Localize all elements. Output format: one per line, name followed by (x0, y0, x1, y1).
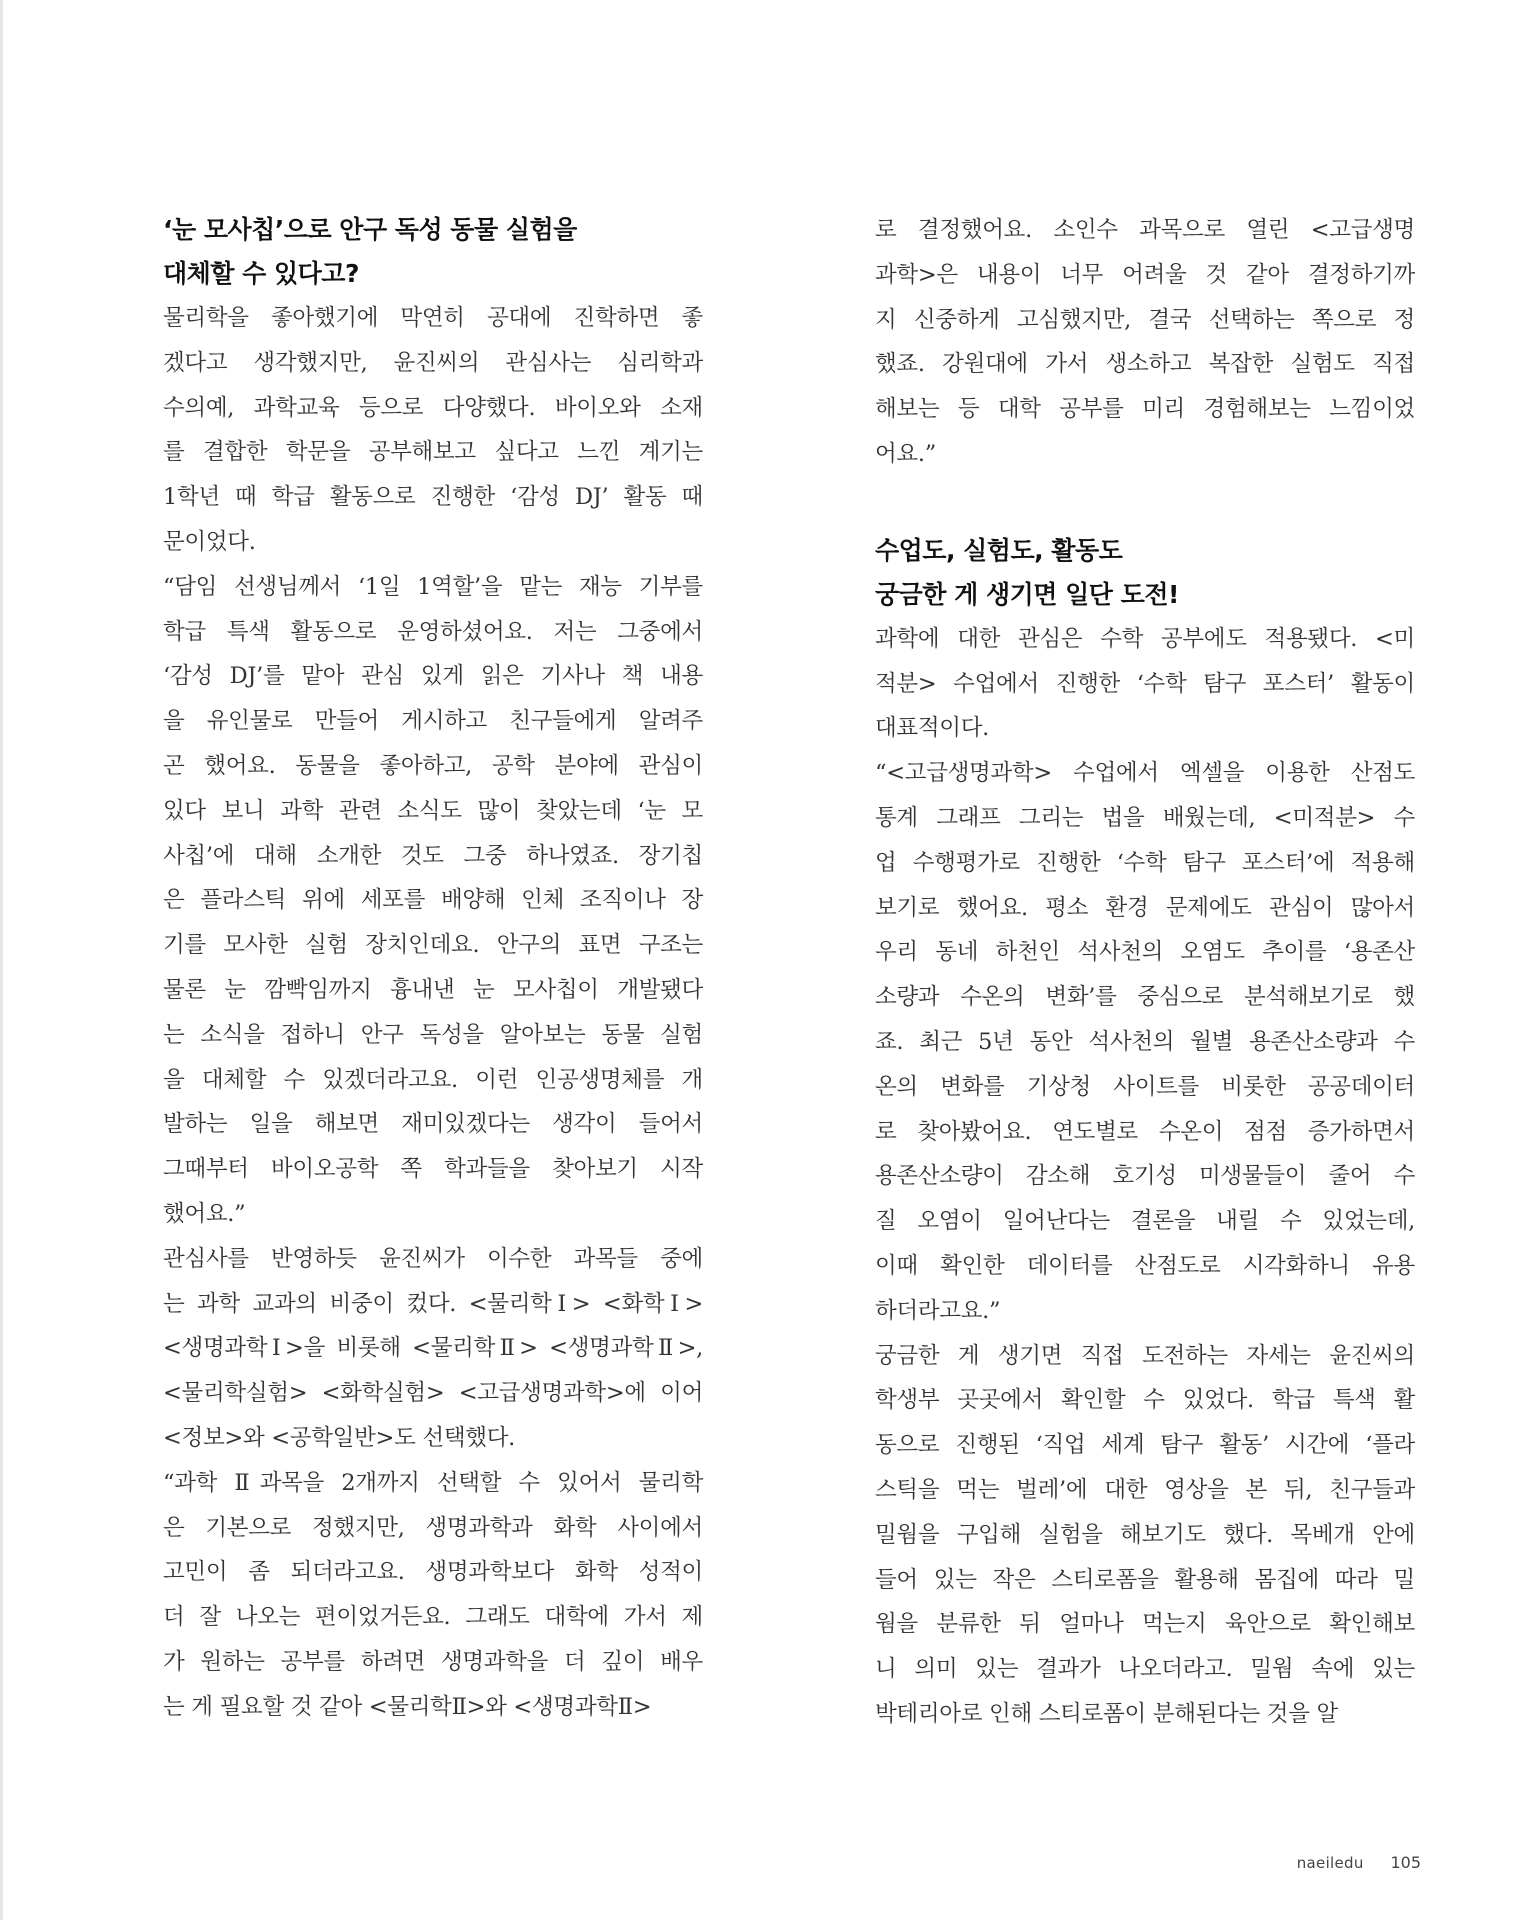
text-line: 질 오염이 일어난다는 결론을 내릴 수 있었는데, (875, 1208, 1415, 1235)
heading-line: 대체할 수 있다고? (163, 259, 359, 288)
text-line: 을 대체할 수 있겠더라고요. 이런 인공생명체를 개 (163, 1066, 703, 1093)
text-line: 발하는 일을 해보면 재미있겠다는 생각이 들어서 (163, 1111, 703, 1138)
text-line: 우리 동네 하천인 석사천의 오염도 추이를 ‘용존산 (875, 939, 1415, 966)
text-line: 은 플라스틱 위에 세포를 배양해 인체 조직이나 장 (163, 887, 703, 914)
text-line: 기를 모사한 실험 장치인데요. 안구의 표면 구조는 (163, 932, 703, 959)
text-line: “과학 Ⅱ과목을 2개까지 선택할 수 있어서 물리학 (163, 1469, 703, 1496)
paragraph (163, 565, 703, 1237)
text-line: 업 수행평가로 진행한 ‘수학 탐구 포스터’에 적용해 (875, 849, 1415, 876)
text-line: 밀웜을 구입해 실험을 해보기도 했다. 목베개 안에 (875, 1521, 1415, 1548)
text-line: 이때 확인한 데이터를 산점도로 시각화하니 유용 (875, 1252, 1415, 1279)
text-line: “담임 선생님께서 ‘1일 1역할’을 맡는 재능 기부를 (163, 573, 703, 600)
text-line: 박테리아로 인해 스티로폼이 분해된다는 것을 알 (875, 1700, 1338, 1727)
section-heading (163, 208, 703, 296)
text-line: 고민이 좀 되더라고요. 생명과학보다 화학 성적이 (163, 1559, 703, 1586)
text-line: 하더라고요.” (875, 1297, 1001, 1324)
text-line: 로 결정했어요. 소인수 과목으로 열린 <고급생명 (875, 217, 1415, 243)
page-edge (0, 0, 3, 1920)
text-line: 물론 눈 깜빡임까지 흉내낸 눈 모사칩이 개발됐다 (163, 976, 703, 1003)
text-line: 곤 했어요. 동물을 좋아하고, 공학 분야에 관심이 (163, 752, 703, 779)
text-line: 겠다고 생각했지만, 윤진씨의 관심사는 심리학과 (163, 349, 703, 376)
page-footer (1297, 1853, 1421, 1872)
text-line: 는 게 필요할 것 같아 <물리학Ⅱ>와 <생명과학Ⅱ> (163, 1693, 652, 1720)
text-line: 과학>은 내용이 너무 어려울 것 같아 결정하기까 (875, 261, 1415, 288)
text-line: <생명과학Ⅰ>을 비롯해 <물리학Ⅱ> <생명과학Ⅱ>, (163, 1335, 703, 1362)
text-line: 는 과학 교과의 비중이 컸다. <물리학Ⅰ> <화학Ⅰ> (163, 1290, 703, 1317)
paragraph (875, 1334, 1415, 1737)
text-line: <정보>와 <공학일반>도 선택했다. (163, 1424, 515, 1451)
text-line: “<고급생명과학> 수업에서 엑셀을 이용한 산점도 (875, 760, 1415, 787)
paragraph (163, 1237, 703, 1461)
text-line: 소량과 수온의 변화’를 중심으로 분석해보기로 했 (875, 984, 1415, 1011)
page-number: 105 (1390, 1853, 1421, 1872)
left-column (163, 208, 703, 1730)
text-line: 웜을 분류한 뒤 얼마나 먹는지 육안으로 확인해보 (875, 1611, 1415, 1638)
paragraph (163, 1461, 703, 1730)
text-line: 동으로 진행된 ‘직업 세계 탐구 활동’ 시간에 ‘플라 (875, 1432, 1415, 1459)
text-line: <물리학실험> <화학실험> <고급생명과학>에 이어 (163, 1380, 703, 1407)
text-line: 보기로 했어요. 평소 환경 문제에도 관심이 많아서 (875, 894, 1415, 921)
paragraph (875, 208, 1415, 477)
text-line: 관심사를 반영하듯 윤진씨가 이수한 과목들 중에 (163, 1245, 703, 1272)
text-line: 문이었다. (163, 528, 256, 555)
text-line: 온의 변화를 기상청 사이트를 비롯한 공공데이터 (875, 1073, 1415, 1100)
text-line: 1학년 때 학급 활동으로 진행한 ‘감성 DJ’ 활동 때 (163, 484, 703, 511)
paragraph (163, 296, 703, 565)
text-line: 했어요.” (163, 1200, 246, 1227)
text-line: 가 원하는 공부를 하려면 생명과학을 더 깊이 배우 (163, 1648, 703, 1675)
text-line: 사칩’에 대해 소개한 것도 그중 하나였죠. 장기칩 (163, 842, 703, 869)
section-spacer (875, 477, 1415, 529)
text-line: 과학에 대한 관심은 수학 공부에도 적용됐다. <미 (875, 625, 1415, 652)
paragraph (875, 617, 1415, 751)
text-line: 적분> 수업에서 진행한 ‘수학 탐구 포스터’ 활동이 (875, 670, 1415, 697)
text-line: 대표적이다. (875, 715, 990, 742)
section-heading (875, 529, 1415, 617)
text-line: 어요.” (875, 440, 936, 467)
text-line: 죠. 최근 5년 동안 석사천의 월별 용존산소량과 수 (875, 1028, 1415, 1055)
text-line: 는 소식을 접하니 안구 독성을 알아보는 동물 실험 (163, 1021, 703, 1048)
text-line: 지 신중하게 고심했지만, 결국 선택하는 쪽으로 정 (875, 306, 1415, 333)
text-line: 를 결합한 학문을 공부해보고 싶다고 느낀 계기는 (163, 439, 703, 466)
text-line: 은 기본으로 정했지만, 생명과학과 화학 사이에서 (163, 1514, 703, 1541)
text-line: 수의예, 과학교육 등으로 다양했다. 바이오와 소재 (163, 394, 703, 421)
text-line: 해보는 등 대학 공부를 미리 경험해보는 느낌이었 (875, 396, 1415, 423)
text-line: 그때부터 바이오공학 쪽 학과들을 찾아보기 시작 (163, 1156, 703, 1183)
text-line: 들어 있는 작은 스티로폼을 활용해 몸집에 따라 밀 (875, 1566, 1415, 1593)
text-line: 을 유인물로 만들어 게시하고 친구들에게 알려주 (163, 708, 703, 735)
text-line: 로 찾아봤어요. 연도별로 수온이 점점 증가하면서 (875, 1118, 1415, 1145)
paragraph (875, 751, 1415, 1333)
text-line: 용존산소량이 감소해 호기성 미생물들이 줄어 수 (875, 1163, 1415, 1190)
heading-line: ‘눈 모사칩’으로 안구 독성 동물 실험을 (163, 215, 577, 244)
text-line: 궁금한 게 생기면 직접 도전하는 자세는 윤진씨의 (875, 1342, 1415, 1369)
text-line: 학생부 곳곳에서 확인할 수 있었다. 학급 특색 활 (875, 1387, 1415, 1414)
text-line: 니 의미 있는 결과가 나오더라고. 밀웜 속에 있는 (875, 1656, 1415, 1683)
text-line: 했죠. 강원대에 가서 생소하고 복잡한 실험도 직접 (875, 351, 1415, 378)
text-line: ‘감성 DJ’를 맡아 관심 있게 읽은 기사나 책 내용 (163, 663, 703, 690)
text-line: 통계 그래프 그리는 법을 배웠는데, <미적분> 수 (875, 804, 1415, 831)
text-line: 학급 특색 활동으로 운영하셨어요. 저는 그중에서 (163, 618, 703, 645)
text-line: 물리학을 좋아했기에 막연히 공대에 진학하면 좋 (163, 305, 703, 331)
text-line: 스틱을 먹는 벌레’에 대한 영상을 본 뒤, 친구들과 (875, 1476, 1415, 1503)
text-line: 더 잘 나오는 편이었거든요. 그래도 대학에 가서 제 (163, 1604, 703, 1631)
right-column (875, 208, 1415, 1737)
heading-line: 수업도, 실험도, 활동도 (875, 535, 1123, 565)
text-line: 있다 보니 과학 관련 소식도 많이 찾았는데 ‘눈 모 (163, 797, 703, 824)
publication-name: naeiledu (1296, 1854, 1364, 1872)
heading-line: 궁금한 게 생기면 일단 도전! (875, 579, 1179, 609)
